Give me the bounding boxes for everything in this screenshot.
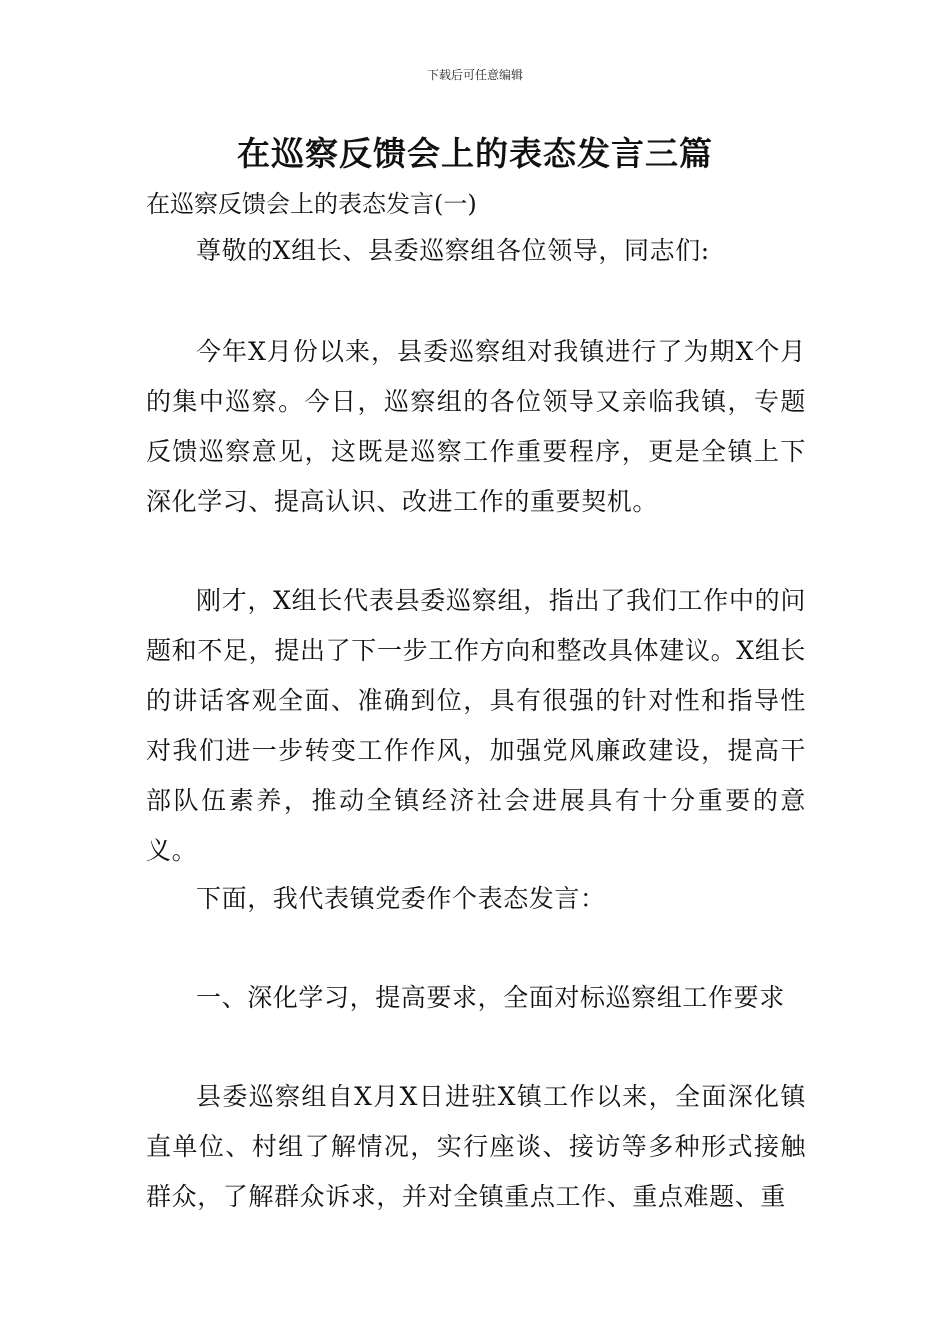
header-note: 下载后可任意编辑: [426, 68, 523, 82]
greeting-paragraph: 尊敬的X组长、县委巡察组各位领导，同志们:: [196, 236, 710, 265]
body-paragraph: 今年X月份以来，县委巡察组对我镇进行了为期X个月的集中巡察。今日，巡察组的各位领导又亲临我镇，专题反馈巡察意见，这既是巡察工作重要程序，更是全镇上下深化学习、提高认识、改进工作的重要契机。: [146, 337, 806, 516]
document-subtitle: 在巡察反馈会上的表态发言(一): [146, 190, 477, 218]
document-title: 在巡察反馈会上的表态发言三篇: [237, 134, 713, 173]
body-paragraph: 县委巡察组自X月X日进驻X镇工作以来，全面深化镇直单位、村组了解情况，实行座谈、接访等多种形式接触群众，了解群众诉求，并对全镇重点工作、重点难题、重: [146, 1082, 806, 1211]
section-heading: 一、深化学习，提高要求，全面对标巡察组工作要求: [196, 983, 785, 1012]
body-paragraph: 下面，我代表镇党委作个表态发言：: [196, 884, 606, 913]
body-paragraph: 刚才，X组长代表县委巡察组，指出了我们工作中的问题和不足，提出了下一步工作方向和整改具体建议。X组长的讲话客观全面、准确到位，具有很强的针对性和指导性对我们进一步转变工作作风，加强党风廉政建设，提高干部队伍素养，推动全镇经济社会进展具有十分重要的意义。: [146, 586, 806, 865]
